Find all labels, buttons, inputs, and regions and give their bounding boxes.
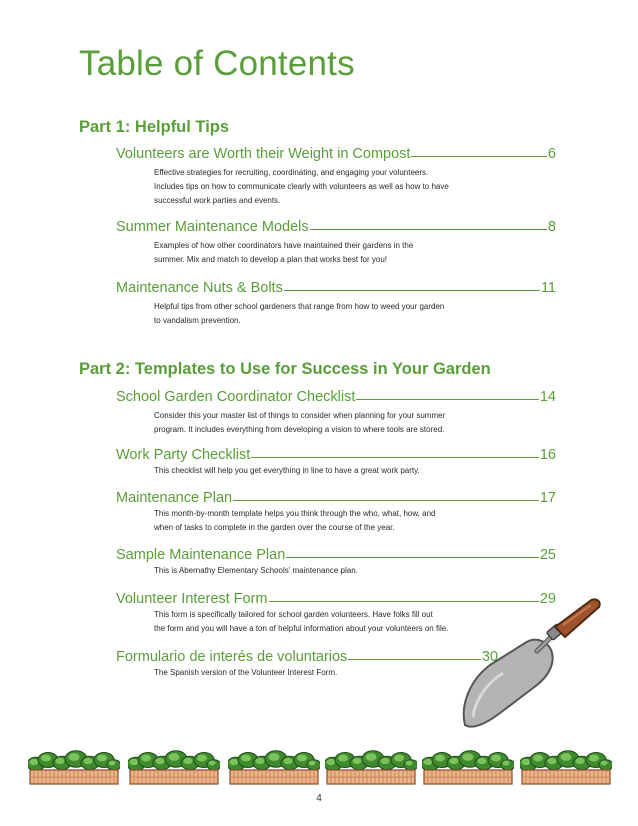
toc-entry-title[interactable]: Volunteer Interest Form [116, 591, 268, 607]
toc-page-number: 17 [539, 490, 556, 506]
leader-line [284, 278, 540, 291]
toc-entry-description [154, 464, 556, 478]
toc-entry-title[interactable]: Sample Maintenance Plan [116, 547, 286, 563]
toc-page-number: 14 [539, 389, 556, 405]
planter-box-icon [422, 748, 514, 786]
toc-page-number: 11 [540, 280, 556, 296]
desc-line: successful work parties and events. [154, 196, 281, 205]
toc-entry-formulario[interactable] [116, 648, 498, 680]
toc-entry-work-party[interactable] [116, 446, 556, 478]
toc-page-number: 16 [539, 447, 556, 463]
toc-page-number: 8 [547, 219, 556, 235]
toc-page-number: 30 [481, 649, 498, 665]
toc-entry-title[interactable]: Formulario de interés de voluntarios [116, 649, 348, 665]
desc-line: to vandalism prevention. [154, 316, 241, 325]
leader-line [356, 387, 538, 400]
toc-entry-maintenance-plan[interactable] [116, 489, 556, 535]
toc-entry-title[interactable]: Work Party Checklist [116, 447, 251, 463]
toc-entry-title[interactable]: School Garden Coordinator Checklist [116, 389, 356, 405]
leader-line [251, 445, 539, 458]
garden-trowel-icon [455, 595, 605, 735]
desc-line: the form and you will have a ton of helpful information about your volunteers on file. [154, 624, 449, 633]
desc-line: Helpful tips from other school gardeners that range from how to weed your garden [154, 302, 445, 311]
toc-entry-summer-models[interactable] [116, 218, 556, 267]
desc-line: program. It includes everything from developing a vision to where tools are stored. [154, 425, 445, 434]
desc-line: The Spanish version of the Volunteer Interest Form. [154, 668, 338, 677]
toc-entry-title[interactable]: Maintenance Plan [116, 490, 233, 506]
desc-line: This checklist will help you get everything in line to have a great work party. [154, 466, 420, 475]
leader-line [411, 144, 546, 157]
toc-entry-nuts-bolts[interactable] [116, 279, 556, 328]
toc-entry-description [154, 300, 556, 328]
desc-line: Includes tips on how to communicate clearly with volunteers as well as how to have [154, 182, 449, 191]
planter-box-icon [128, 748, 220, 786]
toc-entry-description [154, 166, 556, 208]
desc-line: This is Abernathy Elementary Schools' maintenance plan. [154, 566, 358, 575]
part-2-heading: Part 2: Templates to Use for Success in Your Garden [79, 360, 491, 378]
toc-entry-title[interactable]: Summer Maintenance Models [116, 219, 309, 235]
page-number: 4 [316, 793, 322, 804]
toc-entry-title[interactable]: Volunteers are Worth their Weight in Compost [116, 146, 411, 162]
toc-entry-coordinator-checklist[interactable] [116, 388, 556, 437]
planter-box-icon [325, 748, 417, 786]
toc-entry-description [154, 564, 556, 578]
page-title: Table of Contents [79, 44, 355, 83]
toc-entry-title[interactable]: Maintenance Nuts & Bolts [116, 280, 283, 296]
toc-entry-description [154, 409, 556, 437]
planter-box-icon [228, 748, 320, 786]
desc-line: This month-by-month template helps you think through the who, what, how, and [154, 509, 436, 518]
leader-line [286, 545, 539, 558]
desc-line: when of tasks to complete in the garden over the course of the year. [154, 523, 395, 532]
toc-entry-description [154, 666, 498, 680]
leader-line [233, 488, 539, 501]
desc-line: Examples of how other coordinators have maintained their gardens in the [154, 241, 414, 250]
leader-line [310, 217, 547, 230]
desc-line: Consider this your master list of things to consider when planning for your summer [154, 411, 446, 420]
toc-page-number: 25 [539, 547, 556, 563]
desc-line: summer. Mix and match to develop a plan that works best for you! [154, 255, 387, 264]
toc-entry-description [154, 239, 556, 267]
planter-box-icon [28, 748, 120, 786]
toc-page-number: 6 [547, 146, 556, 162]
toc-page-number: 29 [539, 591, 556, 607]
planter-box-icon [520, 748, 612, 786]
toc-entry-volunteers[interactable] [116, 145, 556, 208]
desc-line: Effective strategies for recruiting, coordinating, and engaging your volunteers. [154, 168, 429, 177]
toc-entry-description [154, 507, 556, 535]
part-1-heading: Part 1: Helpful Tips [79, 118, 230, 136]
toc-entry-sample-plan[interactable] [116, 546, 556, 578]
desc-line: This form is specifically tailored for school garden volunteers. Have folks fill out [154, 610, 433, 619]
